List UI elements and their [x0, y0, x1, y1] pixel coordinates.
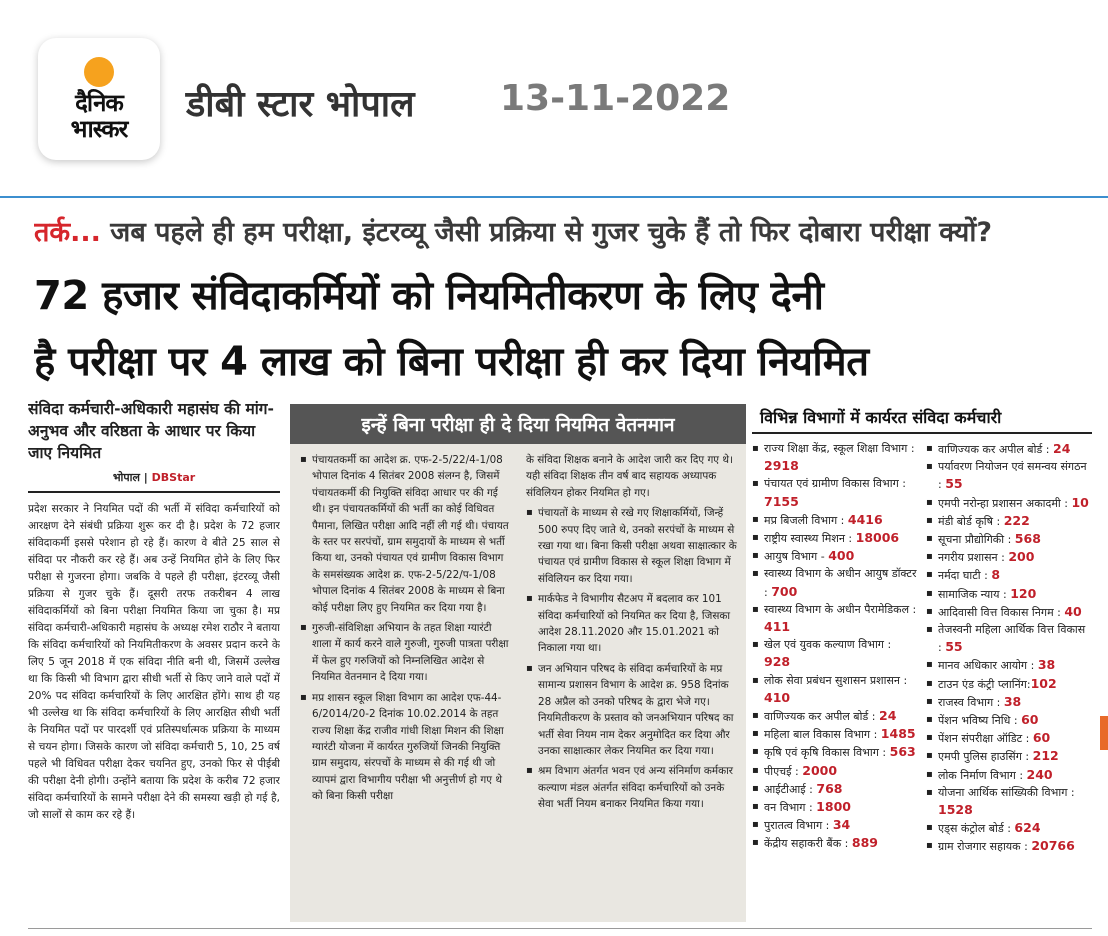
department-label: पंचायत एवं ग्रामीण विकास विभाग :: [764, 477, 906, 491]
department-label: स्वास्थ्य विभाग के अधीन पैरामेडिकल :: [764, 602, 917, 616]
department-item: [752, 780, 918, 798]
department-label: पुरातत्व विभाग :: [764, 819, 833, 833]
department-item: [926, 621, 1092, 656]
department-item: [752, 475, 918, 510]
department-label: पीएचई :: [764, 764, 803, 778]
main-headline-line-2: है परीक्षा पर 4 लाख को बिना परीक्षा ही कर दिया नियमित: [34, 339, 869, 385]
department-label: पेंशन भविष्य निधि :: [938, 714, 1022, 728]
department-label: एमपी पुलिस हाउसिंग :: [938, 750, 1033, 764]
list-item: ▪ मार्कफेड ने विभागीय सैटअप में बदलाव कर 101 संविदा कर्मचारियों को नियमित कर दिया है, जिसका आदेश 28.11.2020 और 15.01.2021 को निकाला गया था।: [526, 591, 738, 657]
employee-count: 38: [1037, 657, 1056, 673]
department-label: नगरीय प्रशासन :: [938, 551, 1009, 565]
regularized-without-exam-box: [290, 404, 746, 922]
department-item: [752, 707, 918, 725]
department-label: एमपी नरोन्हा प्रशासन अकादमी :: [938, 496, 1072, 510]
department-label: मप्र बिजली विभाग :: [764, 513, 848, 527]
department-label: पेंशन संपरीक्षा ऑडिट :: [938, 732, 1033, 746]
right-box-title: विभिन्न विभागों में कार्यरत संविदा कर्मचारी: [760, 408, 1002, 427]
department-item: [926, 585, 1092, 603]
department-label: राजस्व विभाग :: [938, 695, 1004, 709]
list-item-continued: के संविदा शिक्षक बनाने के आदेश जारी कर दिए गए थे। यही संविदा शिक्षक तीन वर्ष बाद सहायक अध्यापक संविलियन होकर नियमित हो गए।: [526, 454, 733, 499]
employee-count: 40: [1064, 603, 1082, 619]
department-column-2: [926, 440, 1092, 856]
employee-count: 1800: [816, 799, 851, 815]
department-label: तेजस्वनी महिला आर्थिक वित्त विकास :: [938, 623, 1086, 655]
department-item: [926, 440, 1092, 458]
department-label: एड्स कंट्रोल बोर्ड :: [938, 822, 1015, 836]
department-label: वन विभाग :: [764, 801, 817, 815]
employee-count: 928: [764, 654, 791, 670]
department-label: केंद्रीय सहाकरी बैंक :: [764, 837, 852, 851]
department-label: लोक सेवा प्रबंधन सुशासन प्रशासन :: [764, 673, 908, 687]
department-item: [752, 547, 918, 565]
department-label: टाउन एंड कंट्री प्लानिंग:: [938, 677, 1031, 691]
department-item: [752, 440, 918, 475]
employee-count: 624: [1014, 820, 1041, 836]
department-item: [752, 762, 918, 780]
department-item: [752, 743, 918, 761]
department-label: मंडी बोर्ड कृषि :: [938, 514, 1004, 528]
department-item: [926, 656, 1092, 674]
article-body: प्रदेश सरकार ने नियमित पदों की भर्ती में संविदा कर्मचारियों को आरक्षण देने संबंधी प्रक्रिया शुरू कर दी है। प्रदेश के 72 हजार संविदाकर्मी इससे परेशान हो रहे हैं। कारण वे बीते 25 साल से संविदा पर नौकरी कर रहे हैं। अब उन्हें नियमित होने के लिए फिर परीक्षा से गुजरना होगा। जबकि वे पहले ही परीक्षा, इंटरव्यू जैसी प्रक्रिया से गुजर चुके हैं। दूसरी तरफ तकरीबन 4 लाख संविदाकर्मियों को बिना परीक्षा नियमित किया जा चुका है। मप्र संविदा कर्मचारी-अधिकारी महासंघ के अध्यक्ष रमेश राठौर ने बताया कि संविदा कर्मचारियों को नियमितीकरण के अवसर प्रदान करने के लिए 5 जून 2018 में एक संविदा नीति बनी थी, जिसमें उल्लेख था कि किसी भी विभाग द्वारा सीधी भर्ती से किए जाने वाले पदों में 20% पद संविदा कर्मचारियों के लिए आरक्षित होंगे। साथ ही यह भी उल्लेख था कि संविदा कर्मचारियों के लिए आरक्षित सीधी भर्ती के नियमित पदों पर पारदर्शी एवं प्रतिस्पर्धात्मक प्रक्रिया के माध्यम से चयन होगा। जिसके कारण जो संविदा कर्मचारी 5, 10, 25 वर्ष पहले भी विधिवत परीक्षा देकर चयनित हुए, उनको फिर से पीईबी की परीक्षा देनी होगी। उन्होंने बताया कि प्रदेश के करीब 72 हजार संविदा कर्मचारियों के सामने परीक्षा देने की समस्या खड़ी हो गई है, जो सालों से काम कर रहे हैं।: [28, 503, 280, 821]
employee-count: 700: [771, 583, 798, 599]
dateline-brand: DBStar: [151, 471, 196, 484]
department-label: कृषि एवं कृषि विकास विभाग :: [764, 746, 890, 760]
publication-date: 13-11-2022: [500, 78, 731, 119]
list-item: ▪ पंचायतकर्मी का आदेश क्र. एफ-2-5/22/4-1/08 भोपाल दिनांक 4 सितंबर 2008 संलग्न है, जिसमें पंचायतकर्मी की नियुक्ति संविदा आधार पर की गई थी। इन पंचायतकर्मियों की भर्ती का कोई विधिवत पैमाना, लिखित परीक्षा आदि नहीं ली गई थी। पंचायत के स्तर पर सरपंचों, ग्राम समुदायों के माध्यम से भर्ती किया था, उनको पंचायत एवं ग्रामीण विकास विभाग के समसंख्यक आदेश क्र. एफ-2-5/22/प-1/08 भोपाल दिनांक 4 सितंबर 2008 के माध्यम से बिना कोई परीक्षा लिए हुए नियमित कर दिया गया है।: [300, 452, 512, 616]
dateline-city: भोपाल |: [112, 471, 152, 484]
department-item: [752, 834, 918, 852]
employee-count: 8: [991, 567, 1001, 583]
department-item: [752, 529, 918, 547]
employee-count: 20766: [1031, 838, 1075, 854]
list-item: ▪ जन अभियान परिषद के संविदा कर्मचारियों के मप्र सामान्य प्रशासन विभाग के आदेश क्र. 958 दिनांक 28 अप्रैल को उनको परिषद के द्वारा भेजे गए। नियमितीकरण के प्रस्ताव को जनअभियान परिषद का भर्ती सेवा नियम नाम देकर अनुमोदित कर दिया और उनका साक्षात्कार लेकर नियमित कर दिया गया।: [526, 661, 738, 759]
middle-box-columns: [290, 444, 746, 817]
employee-count: 34: [832, 817, 851, 833]
employee-count: 212: [1032, 748, 1059, 764]
employee-count: 568: [1014, 531, 1041, 547]
department-item: [926, 784, 1092, 819]
department-label: मानव अधिकार आयोग :: [938, 659, 1038, 673]
department-item: [926, 711, 1092, 729]
contract-employees-by-department: [752, 406, 1092, 922]
employee-count: 24: [879, 708, 897, 724]
department-label: खेल एवं युवक कल्याण विभाग :: [764, 638, 892, 652]
scroll-marker: [1100, 716, 1108, 750]
department-item: [752, 816, 918, 834]
department-item: [752, 601, 918, 636]
department-item: [752, 672, 918, 707]
department-label: सूचना प्रौद्योगिकी :: [938, 533, 1015, 547]
employee-count: 60: [1032, 730, 1051, 746]
employee-count: 1485: [880, 726, 916, 742]
main-headline-line-1: 72 हजार संविदाकर्मियों को नियमितीकरण के लिए देनी: [34, 273, 824, 319]
employee-count: 120: [1010, 585, 1037, 601]
department-label: राष्ट्रीय स्वास्थ्य मिशन :: [764, 532, 856, 546]
department-columns: [752, 440, 1092, 856]
employee-count: 563: [889, 744, 916, 760]
dateline: [28, 470, 280, 485]
department-item: [926, 512, 1092, 530]
kicker-headline: [34, 212, 1094, 249]
department-label: लोक निर्माण विभाग :: [938, 768, 1027, 782]
department-label: पर्यावरण नियोजन एवं समन्वय संगठन :: [938, 460, 1087, 492]
employee-count: 200: [1008, 549, 1035, 565]
department-item: [926, 566, 1092, 584]
employee-count: 889: [851, 835, 878, 851]
employee-count: 768: [816, 780, 843, 796]
left-article-column: [28, 398, 280, 922]
department-item: [926, 458, 1092, 493]
employee-count: 1528: [938, 802, 973, 818]
employee-count: 102: [1030, 675, 1057, 691]
kicker-lead: तर्क...: [34, 217, 101, 248]
middle-column-2: [526, 452, 738, 817]
department-item: [926, 747, 1092, 765]
employee-count: 10: [1071, 494, 1089, 510]
department-item: [752, 636, 918, 671]
employee-count: 411: [764, 619, 791, 635]
dainik-bhaskar-logo: [38, 38, 160, 160]
department-label: ग्राम रोजगार सहायक :: [938, 840, 1032, 854]
right-box-divider: [752, 432, 1092, 434]
employee-count: 18006: [855, 530, 900, 546]
department-item: [752, 565, 918, 600]
employee-count: 400: [828, 548, 855, 564]
department-label: स्वास्थ्य विभाग के अधीन आयुष डॉक्टर :: [764, 567, 917, 599]
employee-count: 55: [945, 639, 963, 655]
employee-count: 7155: [764, 493, 799, 509]
department-label: आयुष विभाग -: [764, 550, 829, 564]
department-item: [752, 511, 918, 529]
employee-count: 24: [1053, 441, 1071, 456]
employee-count: 38: [1003, 693, 1022, 709]
deck-divider: [28, 491, 280, 493]
department-label: योजना आर्थिक सांख्यिकी विभाग :: [938, 785, 1075, 799]
department-item: [926, 729, 1092, 747]
department-label: राज्य शिक्षा केंद्र, स्कूल शिक्षा विभाग :: [764, 442, 915, 455]
department-item: [926, 693, 1092, 711]
department-item: [926, 530, 1092, 548]
logo-line-1: दैनिक: [75, 88, 123, 117]
publication-name: डीबी स्टार भोपाल: [186, 84, 415, 125]
employee-count: 2918: [764, 458, 799, 474]
article-deck: संविदा कर्मचारी-अधिकारी महासंघ की मांग- अनुभव और वरिष्ठता के आधार पर किया जाए नियमित: [28, 400, 274, 462]
employee-count: 222: [1003, 512, 1030, 528]
logo-line-2: भास्कर: [70, 114, 128, 143]
employee-count: 55: [945, 476, 963, 492]
list-item: ▪ पंचायतों के माध्यम से रखे गए शिक्षाकर्मियों, जिन्हें 500 रुपए दिए जाते थे, उनको सरपंचों के माध्यम से रखा गया था। बिना किसी परीक्षा अथवा साक्षात्कार के पंचायत एवं ग्रामीण विकास से स्कूल शिक्षा विभाग में संविलियन कर दिया गया।: [526, 505, 738, 587]
department-item: [752, 725, 918, 743]
middle-column-1: [300, 452, 512, 817]
department-item: [926, 675, 1092, 693]
department-item: [926, 766, 1092, 784]
department-label: आदिवासी वित्त विकास निगम :: [938, 605, 1065, 619]
list-item: ▪ गुरुजी-संविशिक्षा अभियान के तहत शिक्षा ग्यारंटी शाला में कार्य करने वाले गुरुजी, गुरुजी पात्रता परीक्षा में फेल हुए गरुजियों को निम्नलिखित आदेश से नियमित वेतनमान दे दिया गया।: [300, 620, 512, 686]
department-label: नर्मदा घाटी :: [938, 569, 992, 583]
employee-count: 2000: [802, 762, 838, 778]
employee-count: 60: [1021, 712, 1039, 728]
employee-count: 410: [764, 689, 791, 705]
department-item: [926, 548, 1092, 566]
list-item: ▪ मप्र शासन स्कूल शिक्षा विभाग का आदेश एफ-44-6/2014/20-2 दिनांक 10.02.2014 के तहत राज्य शिक्षा केंद्र राजीव गांधी शिक्षा मिशन की शिक्षा ग्यारंटी योजना में कार्यरत गुरुजियों जिनकी नियुक्ति ग्राम समुदाय, संरपचों के माध्यम से की गई थी जो व्यापमं द्वारा विभागीय परीक्षा भी अनुत्तीर्ण हो गए थे को बिना किसी परीक्षा: [300, 690, 512, 805]
kicker-text: जब पहले ही हम परीक्षा, इंटरव्यू जैसी प्रक्रिया से गुजर चुके हैं तो फिर दोबारा परीक्षा क्यों?: [100, 217, 992, 248]
logo-sun-icon: [84, 57, 114, 87]
department-item: [926, 837, 1092, 855]
page-bottom-rule: [28, 928, 1092, 929]
department-label: महिला बाल विकास विभाग :: [764, 728, 881, 742]
department-item: [752, 798, 918, 816]
middle-box-title: इन्हें बिना परीक्षा ही दे दिया नियमित वेतनमान: [290, 404, 746, 444]
department-label: आईटीआई :: [764, 782, 817, 796]
employee-count: 240: [1026, 766, 1053, 782]
department-label: वाणिज्यक कर अपील बोर्ड :: [938, 443, 1053, 456]
header-divider: [0, 196, 1108, 198]
department-label: वाणिज्यक कर अपील बोर्ड :: [764, 710, 879, 724]
employee-count: 4416: [847, 511, 883, 527]
department-item: [926, 819, 1092, 837]
department-label: सामाजिक न्याय :: [938, 587, 1011, 601]
department-item: [926, 603, 1092, 621]
department-item: [926, 494, 1092, 512]
department-column-1: [752, 440, 918, 856]
list-item: ▪ श्रम विभाग अंतर्गत भवन एवं अन्य संनिर्माण कर्मकार कल्याण मंडल अंतर्गत संविदा कर्मचारियों को उनके सेवा भर्ती नियम बनाकर नियमित किया गया।: [526, 763, 738, 812]
